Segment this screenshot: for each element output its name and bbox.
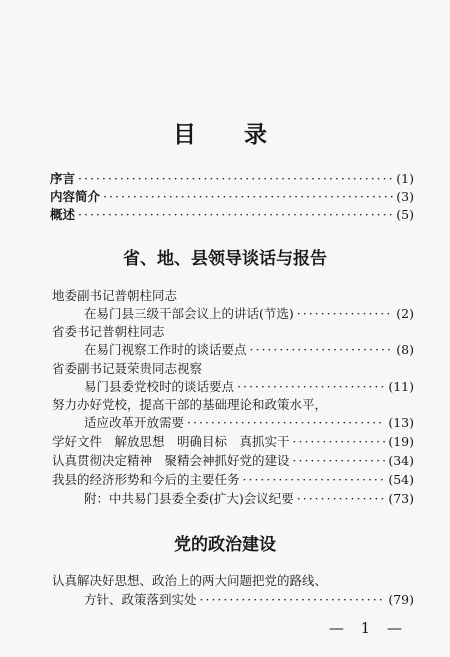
- toc-entry[interactable]: [52, 433, 414, 451]
- toc-entry-overview[interactable]: [50, 206, 414, 224]
- page-title: 目 录: [172, 122, 287, 148]
- toc-entry[interactable]: [84, 341, 414, 359]
- toc-entry-label: 易门县委党校时的谈话要点: [84, 379, 235, 394]
- leader-dots: [293, 452, 386, 470]
- leader-dots: [187, 414, 385, 432]
- toc-line: 省委书记普朝柱同志: [52, 324, 165, 339]
- toc-line: 省委副书记聂荣贵同志视察: [52, 361, 203, 376]
- leader-dots: [200, 591, 386, 609]
- leader-dots: [293, 433, 386, 451]
- toc-entry-label: 适应改革开放需要: [84, 415, 185, 430]
- toc-entry-label: 在易门县三级干部会议上的讲话(节选): [84, 306, 294, 321]
- leader-dots: [250, 341, 394, 359]
- toc-entry-page: (1): [396, 171, 414, 186]
- toc-entry-label: 序言: [50, 171, 76, 186]
- toc-entry[interactable]: [52, 471, 414, 489]
- leader-dots: [243, 471, 386, 489]
- toc-entry[interactable]: [52, 452, 414, 470]
- leader-dots: [78, 206, 393, 224]
- toc-entry-label: 方针、政策落到实处: [84, 592, 197, 607]
- toc-line: 认真解决好思想、政治上的两大问题把党的路线、: [52, 573, 328, 588]
- leader-dots: [237, 378, 385, 396]
- toc-entry-label: 概述: [50, 207, 76, 222]
- toc-entry-label: 认真贯彻决定精神 聚精会神抓好党的建设: [52, 453, 290, 468]
- toc-entry-page: (79): [388, 592, 414, 607]
- toc-entry-summary[interactable]: [50, 188, 414, 206]
- toc-entry[interactable]: [84, 378, 414, 396]
- toc-entry-label: 学好文件 解放思想 明确目标 真抓实干: [52, 434, 290, 449]
- toc-entry-appendix[interactable]: [84, 490, 414, 508]
- toc-entry-label: 附：中共易门县委全委(扩大)会议纪要: [84, 491, 294, 506]
- toc-entry[interactable]: [84, 414, 414, 432]
- toc-entry-page: (5): [396, 207, 414, 222]
- toc-entry-page: (3): [396, 189, 414, 204]
- page-number: — 1 —: [328, 619, 408, 637]
- toc-entry-page: (19): [388, 434, 414, 449]
- toc-entry[interactable]: [84, 305, 414, 323]
- toc-entry[interactable]: [84, 591, 414, 609]
- toc-entry-page: (54): [388, 472, 414, 487]
- toc-line: 地委副书记普朝柱同志: [52, 288, 178, 303]
- toc-entry-page: (2): [396, 306, 414, 321]
- toc-entry-preface[interactable]: [50, 170, 414, 188]
- toc-entry-page: (73): [388, 491, 414, 506]
- section-heading: 党的政治建设: [174, 535, 276, 555]
- leader-dots: [103, 188, 393, 206]
- toc-line: 努力办好党校，提高干部的基础理论和政策水平，: [52, 397, 328, 412]
- toc-entry-label: 在易门视察工作时的谈话要点: [84, 342, 247, 357]
- leader-dots: [78, 170, 393, 188]
- toc-entry-page: (11): [388, 379, 414, 394]
- section-heading: 省、地、县领导谈话与报告: [123, 249, 327, 269]
- toc-entry-label: 内容简介: [50, 189, 101, 204]
- toc-entry-label: 我县的经济形势和今后的主要任务: [52, 472, 240, 487]
- leader-dots: [297, 305, 394, 323]
- toc-entry-page: (13): [388, 415, 414, 430]
- toc-entry-page: (8): [396, 342, 414, 357]
- leader-dots: [297, 490, 386, 508]
- toc-entry-page: (34): [388, 453, 414, 468]
